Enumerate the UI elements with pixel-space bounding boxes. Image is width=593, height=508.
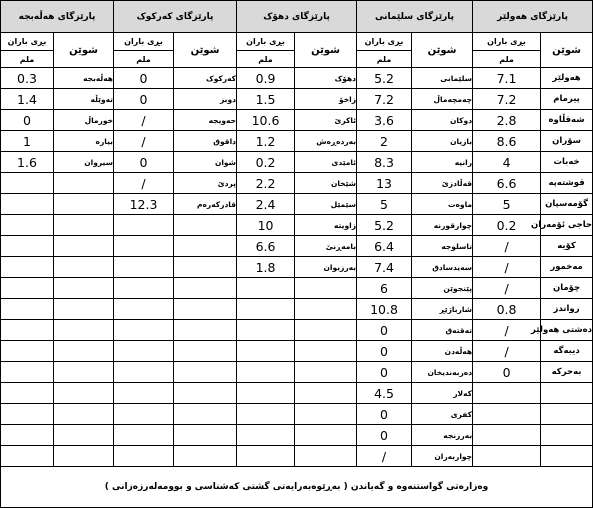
province-title: پارێزگای کەرکوک	[114, 1, 237, 33]
rain-value: 0.9	[237, 68, 295, 89]
rain-value	[1, 299, 54, 320]
station-name: پیرمام	[541, 89, 593, 110]
rain-value: 7.1	[473, 68, 541, 89]
rain-value: 2	[357, 131, 412, 152]
station-name: هەڵەدن	[412, 341, 473, 362]
station-name	[295, 383, 357, 404]
station-name: ئاکرێ	[295, 110, 357, 131]
rain-value	[1, 362, 54, 383]
province-title: پارێزگای هەولێر	[473, 1, 593, 33]
province-title: پارێزگای سلێمانی	[357, 1, 473, 33]
rain-value: 1.8	[237, 257, 295, 278]
station-name	[541, 446, 593, 467]
place-header: شوێن	[412, 33, 473, 68]
rain-value: 7.2	[357, 89, 412, 110]
station-name: قوشتەپە	[541, 173, 593, 194]
station-name	[174, 320, 237, 341]
station-name	[174, 425, 237, 446]
table-row	[1, 173, 593, 194]
rain-value	[114, 236, 174, 257]
station-name: تاسلوجە	[412, 236, 473, 257]
station-name: ئامێدی	[295, 152, 357, 173]
rain-value	[237, 383, 295, 404]
rain-value: /	[114, 110, 174, 131]
station-name	[295, 320, 357, 341]
rain-value: 0.2	[237, 152, 295, 173]
station-name: پردێ	[174, 173, 237, 194]
table-row	[1, 362, 593, 383]
station-name	[54, 257, 114, 278]
station-name: هەڵەبجە	[54, 68, 114, 89]
rain-value: 0.2	[473, 215, 541, 236]
station-name	[54, 215, 114, 236]
rain-value: 1.6	[1, 152, 54, 173]
station-name: شارباژێڕ	[412, 299, 473, 320]
rain-value	[1, 320, 54, 341]
province-title: پارێزگای دهۆک	[237, 1, 357, 33]
rain-value	[114, 299, 174, 320]
station-name	[295, 362, 357, 383]
station-name: دوبز	[174, 89, 237, 110]
rain-value	[473, 383, 541, 404]
rain-value: 0	[473, 362, 541, 383]
station-name	[54, 194, 114, 215]
station-name: دوکان	[412, 110, 473, 131]
rain-value: /	[473, 278, 541, 299]
rain-value: 0	[357, 362, 412, 383]
rain-value	[114, 257, 174, 278]
rain-value: /	[114, 173, 174, 194]
station-name	[174, 299, 237, 320]
station-name	[541, 404, 593, 425]
station-name	[295, 446, 357, 467]
table-row	[1, 299, 593, 320]
station-name	[174, 236, 237, 257]
station-name: دهۆک	[295, 68, 357, 89]
rain-value: 10.8	[357, 299, 412, 320]
rain-value	[1, 383, 54, 404]
rain-value: 0.3	[1, 68, 54, 89]
rain-value: 6.6	[473, 173, 541, 194]
station-name	[295, 425, 357, 446]
unit-header: ملم	[357, 51, 412, 68]
rain-value: 7.4	[357, 257, 412, 278]
station-name: قەڵادزێ	[412, 173, 473, 194]
station-name: سۆران	[541, 131, 593, 152]
rain-value	[1, 278, 54, 299]
table-row	[1, 425, 593, 446]
station-name	[295, 341, 357, 362]
station-name: تەقتەق	[412, 320, 473, 341]
rain-value	[114, 404, 174, 425]
rain-value: 1.4	[1, 89, 54, 110]
rain-value: 6.6	[237, 236, 295, 257]
station-name	[54, 278, 114, 299]
station-name	[174, 446, 237, 467]
station-name	[174, 257, 237, 278]
station-name: دیبەگە	[541, 341, 593, 362]
rain-value	[237, 278, 295, 299]
station-name: بەردەڕەش	[295, 131, 357, 152]
station-name: کۆیە	[541, 236, 593, 257]
rain-value	[473, 404, 541, 425]
station-name: سلێمانی	[412, 68, 473, 89]
station-name	[174, 278, 237, 299]
rain-value	[1, 425, 54, 446]
station-name: بازیان	[412, 131, 473, 152]
table-row	[1, 320, 593, 341]
station-name: دەشتی هەولێر	[541, 320, 593, 341]
rain-value: 5	[357, 194, 412, 215]
table-row	[1, 89, 593, 110]
rain-value: 0	[357, 341, 412, 362]
station-name	[54, 320, 114, 341]
station-name	[54, 383, 114, 404]
table-row	[1, 341, 593, 362]
rain-value: 10.6	[237, 110, 295, 131]
station-name: بەرزنجە	[412, 425, 473, 446]
table-row	[1, 278, 593, 299]
station-name	[295, 278, 357, 299]
province-title: پارێزگای هەڵەبجە	[1, 1, 114, 33]
station-name: تەوێڵە	[54, 89, 114, 110]
rain-value: 5.2	[357, 68, 412, 89]
rain-amount-header: بڕی باران	[114, 33, 174, 51]
unit-header: ملم	[473, 51, 541, 68]
rain-value: 13	[357, 173, 412, 194]
rain-amount-header: بڕی باران	[473, 33, 541, 51]
station-name	[54, 173, 114, 194]
column-header-row	[1, 33, 593, 51]
station-name: کەلار	[412, 383, 473, 404]
rain-value	[237, 446, 295, 467]
rain-value	[114, 215, 174, 236]
rain-value: 0	[114, 68, 174, 89]
rain-value: 0	[1, 110, 54, 131]
table-row	[1, 215, 593, 236]
rain-value	[114, 383, 174, 404]
station-name	[54, 446, 114, 467]
rain-value: 0	[357, 404, 412, 425]
footer-note: وەزارەتی گواستنەوە و گەیاندن ( بەڕێوەبەرایەتی گشتی کەشناسی و بوومەلەرزەزانی )	[1, 467, 593, 508]
station-name: بەرزیوان	[295, 257, 357, 278]
table-row	[1, 257, 593, 278]
table-row	[1, 383, 593, 404]
rain-value	[1, 215, 54, 236]
station-name: داقوق	[174, 131, 237, 152]
rain-value: /	[114, 131, 174, 152]
station-name: چواربەران	[412, 446, 473, 467]
rain-value	[237, 341, 295, 362]
rain-value: 0	[114, 152, 174, 173]
rain-amount-header: بڕی باران	[1, 33, 54, 51]
station-name	[54, 404, 114, 425]
station-name: رواندز	[541, 299, 593, 320]
station-name: مەخمور	[541, 257, 593, 278]
province-header-row	[1, 1, 593, 33]
station-name	[295, 404, 357, 425]
rain-value	[1, 446, 54, 467]
rain-value: 1.5	[237, 89, 295, 110]
station-name: چەمچەماڵ	[412, 89, 473, 110]
unit-header: ملم	[237, 51, 295, 68]
station-name	[54, 236, 114, 257]
rain-value: 10	[237, 215, 295, 236]
rain-value: /	[473, 320, 541, 341]
rain-value	[473, 446, 541, 467]
rain-value: /	[473, 257, 541, 278]
station-name: رانیە	[412, 152, 473, 173]
station-name: سیروان	[54, 152, 114, 173]
rain-value: 8.6	[473, 131, 541, 152]
rain-value	[237, 299, 295, 320]
station-name: خورماڵ	[54, 110, 114, 131]
rain-value	[237, 404, 295, 425]
rain-value: 4.5	[357, 383, 412, 404]
station-name: دەربەندیخان	[412, 362, 473, 383]
rain-value: 0	[114, 89, 174, 110]
station-name: شێخان	[295, 173, 357, 194]
station-name	[541, 425, 593, 446]
station-name	[541, 383, 593, 404]
rain-value	[1, 173, 54, 194]
place-header: شوێن	[541, 33, 593, 68]
station-name: ماوەت	[412, 194, 473, 215]
rain-value: 2.4	[237, 194, 295, 215]
station-name	[174, 215, 237, 236]
table-row	[1, 68, 593, 89]
station-name: سەیدسادق	[412, 257, 473, 278]
unit-header: ملم	[1, 51, 54, 68]
rain-value: 1	[1, 131, 54, 152]
station-name: خەبات	[541, 152, 593, 173]
station-name	[174, 362, 237, 383]
table-row	[1, 194, 593, 215]
station-name	[295, 299, 357, 320]
rain-value: 3.6	[357, 110, 412, 131]
station-name: کفری	[412, 404, 473, 425]
rain-value: /	[357, 446, 412, 467]
rain-value	[237, 320, 295, 341]
station-name: قادرکەرەم	[174, 194, 237, 215]
rain-value: 0	[357, 425, 412, 446]
station-name: حەویجە	[174, 110, 237, 131]
rain-value: 6.4	[357, 236, 412, 257]
station-name	[54, 299, 114, 320]
place-header: شوێن	[54, 33, 114, 68]
rain-value	[114, 341, 174, 362]
rain-amount-header: بڕی باران	[357, 33, 412, 51]
rain-value: 5	[473, 194, 541, 215]
rain-value	[1, 341, 54, 362]
table-row	[1, 110, 593, 131]
station-name: بەحرکە	[541, 362, 593, 383]
rain-value: 12.3	[114, 194, 174, 215]
rain-value	[1, 236, 54, 257]
table-row	[1, 152, 593, 173]
station-name: شەقڵاوە	[541, 110, 593, 131]
place-header: شوێن	[295, 33, 357, 68]
station-name	[54, 341, 114, 362]
station-name: بامەڕنێ	[295, 236, 357, 257]
station-name	[174, 404, 237, 425]
rain-value: 8.3	[357, 152, 412, 173]
rain-value	[237, 362, 295, 383]
station-name: شوان	[174, 152, 237, 173]
rain-value	[114, 320, 174, 341]
rain-value	[1, 194, 54, 215]
station-name: بیارە	[54, 131, 114, 152]
rain-value	[1, 257, 54, 278]
rain-value	[114, 278, 174, 299]
rain-value	[114, 446, 174, 467]
table-row	[1, 446, 593, 467]
table-row	[1, 131, 593, 152]
station-name	[174, 383, 237, 404]
rain-value: 2.8	[473, 110, 541, 131]
rain-value	[114, 425, 174, 446]
station-name: چوارقورنە	[412, 215, 473, 236]
station-name: حاجی ئۆمەران	[541, 215, 593, 236]
rain-value: 0.8	[473, 299, 541, 320]
station-name	[54, 425, 114, 446]
rain-amount-header: بڕی باران	[237, 33, 295, 51]
station-name: چۆمان	[541, 278, 593, 299]
station-name: پێنجوێن	[412, 278, 473, 299]
station-name: هەولێر	[541, 68, 593, 89]
rain-value: 4	[473, 152, 541, 173]
rain-value	[114, 362, 174, 383]
station-name: زاویتە	[295, 215, 357, 236]
rain-value: /	[473, 236, 541, 257]
rain-value: 0	[357, 320, 412, 341]
rain-value	[237, 425, 295, 446]
rain-value: 5.2	[357, 215, 412, 236]
place-header: شوێن	[174, 33, 237, 68]
rain-value: 1.2	[237, 131, 295, 152]
rain-value: 2.2	[237, 173, 295, 194]
station-name	[174, 341, 237, 362]
station-name: گۆمەسپان	[541, 194, 593, 215]
rain-value: 6	[357, 278, 412, 299]
unit-header: ملم	[114, 51, 174, 68]
table-row	[1, 404, 593, 425]
station-name	[54, 362, 114, 383]
station-name: زاخۆ	[295, 89, 357, 110]
table-row	[1, 236, 593, 257]
rain-value: 7.2	[473, 89, 541, 110]
footer-row	[1, 467, 593, 508]
rain-value	[473, 425, 541, 446]
station-name: کەرکوک	[174, 68, 237, 89]
station-name: سێمێل	[295, 194, 357, 215]
rain-value: /	[473, 341, 541, 362]
rain-value	[1, 404, 54, 425]
